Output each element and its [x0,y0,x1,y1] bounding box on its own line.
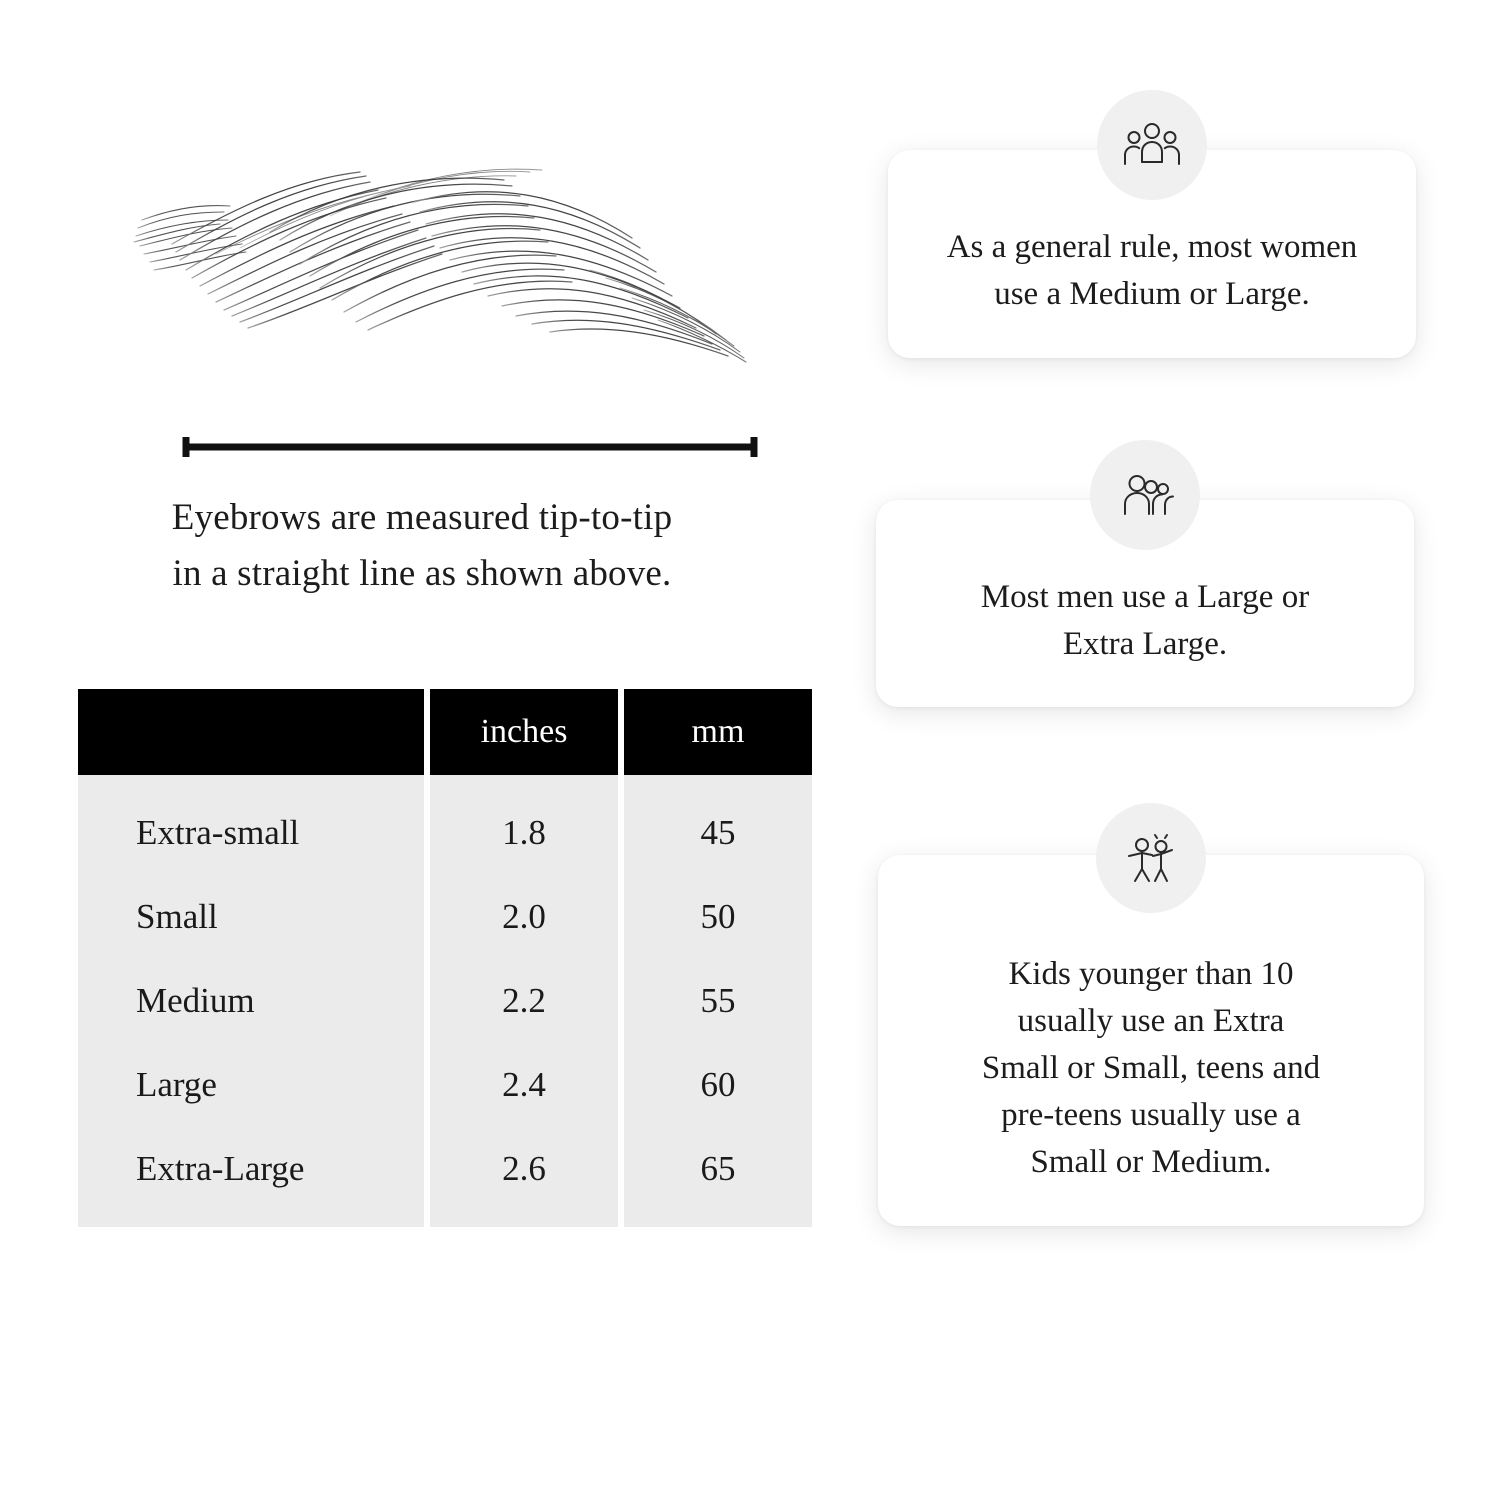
left-column [72,120,812,1227]
measurement-line-icon [180,435,760,459]
note-line-2: usually use an Extra [1017,1003,1285,1040]
figure-caption [72,490,772,601]
note-line-3: Small or Small, teens and [981,1050,1321,1087]
right-column [860,150,1440,1226]
eyebrow-illustration-icon [120,120,760,370]
note-line-2: Extra Large. [1062,625,1228,662]
note-line-1: Kids younger than 10 [1008,956,1294,993]
note-line-5: Small or Medium. [1030,1143,1272,1180]
cell-mm: 55 [624,959,812,1043]
note-line-1: Most men use a Large or [980,578,1310,615]
header-size [78,689,424,775]
kids-icon [1096,803,1206,913]
cell-size-name: Extra-small [78,775,424,875]
cell-size-name: Large [78,1043,424,1127]
note-card-women [888,150,1416,358]
eyebrow-figure [120,120,760,480]
cell-inches: 2.0 [430,875,618,959]
cell-inches: 2.2 [430,959,618,1043]
table-header [78,689,812,775]
cell-mm: 50 [624,875,812,959]
cell-size-name: Medium [78,959,424,1043]
size-table [72,689,818,1227]
cell-size-name: Small [78,875,424,959]
cell-inches: 2.4 [430,1043,618,1127]
cell-inches: 2.6 [430,1127,618,1227]
cell-inches: 1.8 [430,775,618,875]
cell-size-name: Extra-Large [78,1127,424,1227]
table-row [78,959,812,1043]
table-row [78,1127,812,1227]
note-card-men [876,500,1414,708]
table-body [78,775,812,1227]
note-line-4: pre-teens usually use a [1001,1097,1301,1134]
table-header-row [78,689,812,775]
cell-mm: 65 [624,1127,812,1227]
note-line-1: As a general rule, most women [946,229,1358,265]
table-row [78,1043,812,1127]
note-line-2: use a Medium or Large. [994,275,1310,312]
header-inches: inches [430,689,618,775]
table-row [78,875,812,959]
cell-mm: 45 [624,775,812,875]
cell-mm: 60 [624,1043,812,1127]
men-group-icon [1090,440,1200,550]
header-mm: mm [624,689,812,775]
women-group-icon [1097,90,1207,200]
caption-line-1: Eyebrows are measured tip-to-tip [171,497,673,538]
caption-line-2: in a straight line as shown above. [172,552,672,594]
table-row [78,775,812,875]
note-card-kids [878,855,1424,1225]
